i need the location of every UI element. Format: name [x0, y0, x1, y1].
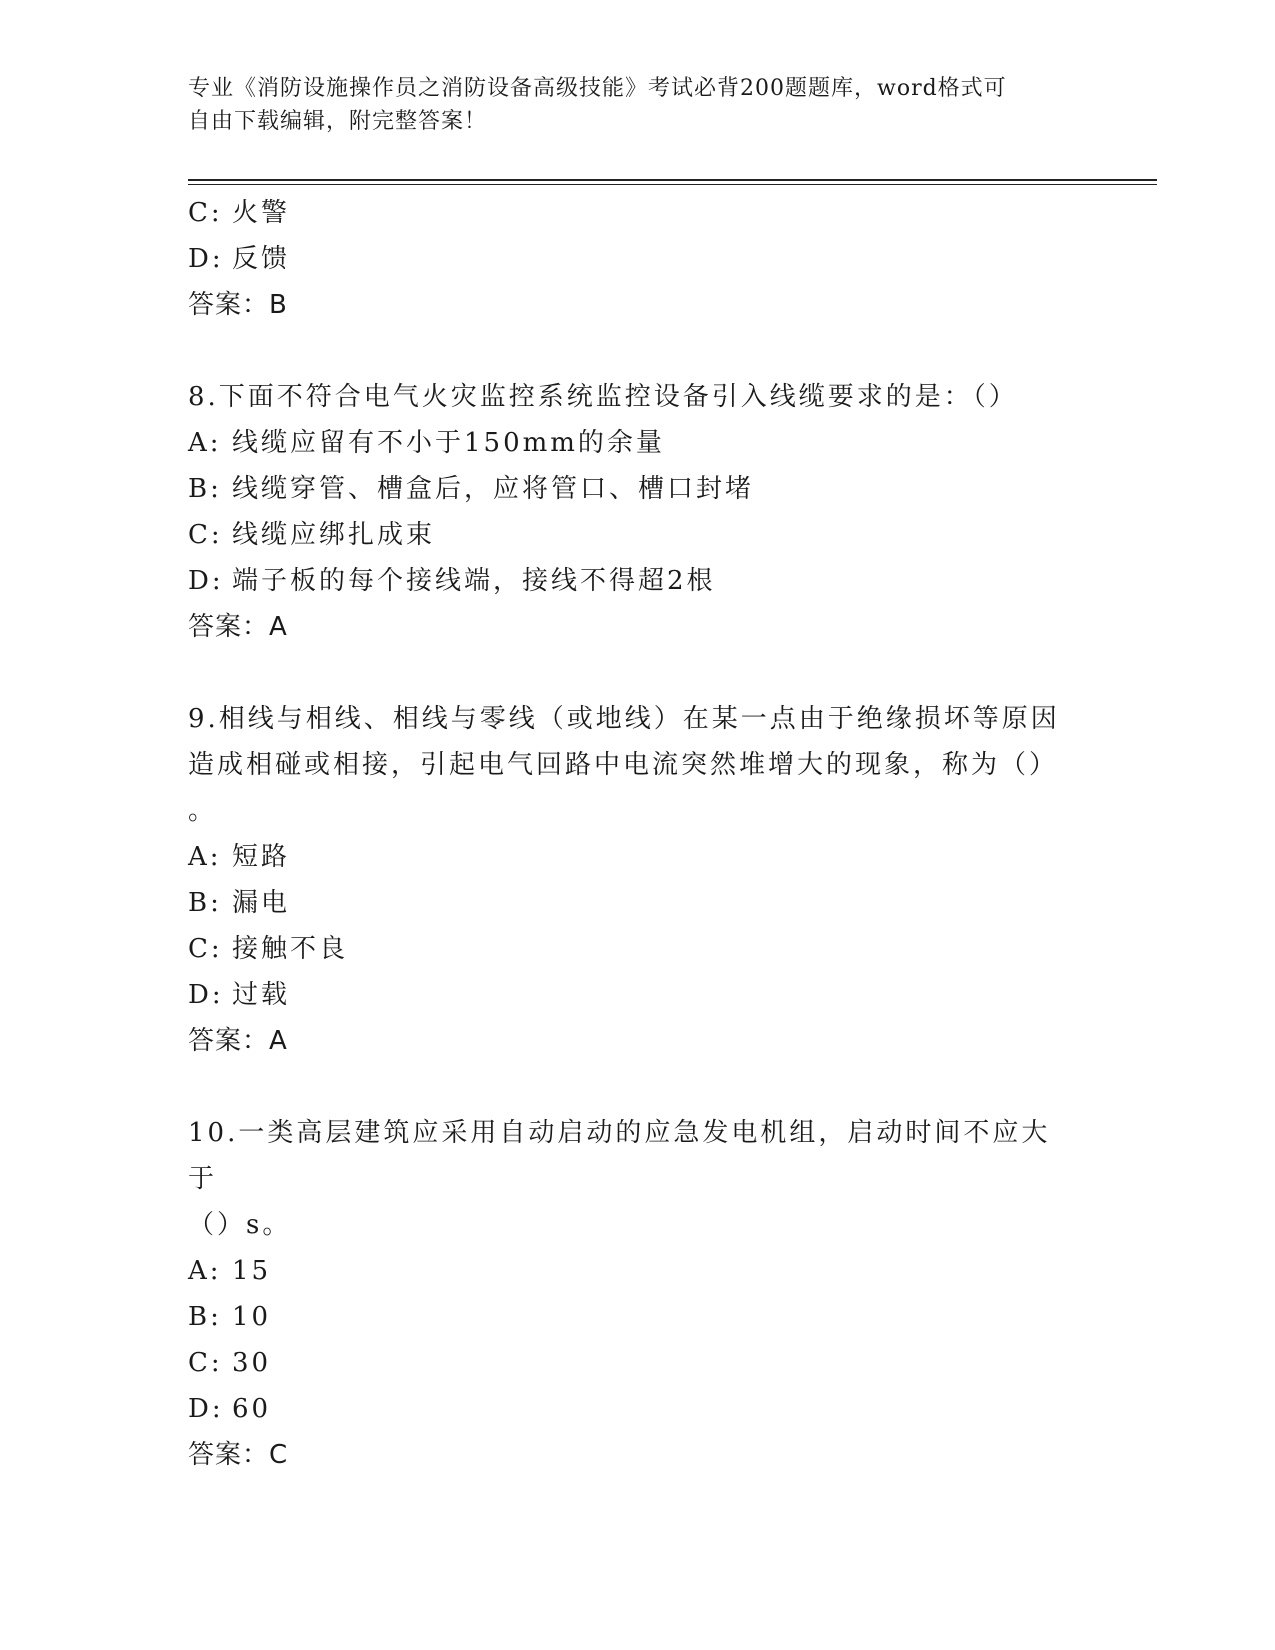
option-key: C:	[188, 198, 223, 228]
option-d	[188, 236, 1088, 282]
option-a	[188, 834, 1088, 880]
option-text: 短路	[232, 842, 291, 872]
option-text: 反馈	[232, 244, 291, 274]
option-d	[188, 558, 1088, 604]
option-key: C:	[188, 520, 223, 550]
option-key: B:	[188, 888, 222, 918]
question-block-9	[188, 696, 1088, 1064]
option-b	[188, 466, 1088, 512]
question-block-10	[188, 1110, 1088, 1478]
option-text: 火警	[232, 198, 291, 228]
option-key: B:	[188, 1302, 222, 1332]
option-key: C:	[188, 934, 223, 964]
option-a	[188, 1248, 1088, 1294]
spacer	[188, 650, 1088, 696]
option-key: A:	[188, 428, 222, 458]
option-key: B:	[188, 474, 222, 504]
header-line-1: 专业《消防设施操作员之消防设备高级技能》考试必背200题题库，word格式可	[188, 76, 1007, 101]
question-block-prev	[188, 190, 1088, 328]
option-b	[188, 880, 1088, 926]
option-text: 60	[232, 1394, 272, 1424]
option-key: D:	[188, 980, 224, 1010]
spacer	[188, 1064, 1088, 1110]
option-d	[188, 972, 1088, 1018]
option-c	[188, 190, 1088, 236]
question-text-line: （）s。	[188, 1210, 292, 1240]
option-text: 15	[232, 1256, 272, 1286]
answer-line: 答案：A	[188, 1026, 288, 1056]
question-text-line: 9.相线与相线、相线与零线（或地线）在某一点由于绝缘损坏等原因	[188, 704, 1060, 734]
answer-line: 答案：C	[188, 1440, 289, 1470]
answer-line: 答案：A	[188, 612, 288, 642]
option-text: 线缆应留有不小于150mm的余量	[232, 428, 665, 458]
answer-line: 答案：B	[188, 290, 288, 320]
header-rule-thick	[188, 179, 1157, 181]
option-text: 端子板的每个接线端，接线不得超2根	[232, 566, 716, 596]
option-key: A:	[188, 842, 222, 872]
option-key: D:	[188, 1394, 224, 1424]
option-text: 线缆应绑扎成束	[232, 520, 436, 550]
document-header	[188, 72, 1088, 138]
question-list	[188, 190, 1088, 1478]
option-key: D:	[188, 566, 224, 596]
option-text: 接触不良	[232, 934, 349, 964]
option-text: 线缆穿管、槽盒后，应将管口、槽口封堵	[232, 474, 755, 504]
option-b	[188, 1294, 1088, 1340]
option-key: A:	[188, 1256, 222, 1286]
option-text: 过载	[232, 980, 291, 1010]
spacer	[188, 328, 1088, 374]
header-line-2: 自由下载编辑，附完整答案！	[188, 109, 488, 134]
option-text: 漏电	[232, 888, 291, 918]
option-c	[188, 926, 1088, 972]
option-c	[188, 512, 1088, 558]
option-c	[188, 1340, 1088, 1386]
question-block-8	[188, 374, 1088, 650]
option-a	[188, 420, 1088, 466]
option-text: 10	[232, 1302, 272, 1332]
question-text-line: 8.下面不符合电气火灾监控系统监控设备引入线缆要求的是：（）	[188, 382, 1018, 412]
option-key: C:	[188, 1348, 223, 1378]
question-text-line: 10.一类高层建筑应采用自动启动的应急发电机组，启动时间不应大于	[188, 1118, 1051, 1194]
question-text-line: 造成相碰或相接，引起电气回路中电流突然堆增大的现象，称为（）	[188, 750, 1059, 780]
question-text-line: 。	[188, 796, 218, 826]
option-text: 30	[232, 1348, 272, 1378]
header-rule-thin	[188, 184, 1157, 185]
option-d	[188, 1386, 1088, 1432]
option-key: D:	[188, 244, 224, 274]
